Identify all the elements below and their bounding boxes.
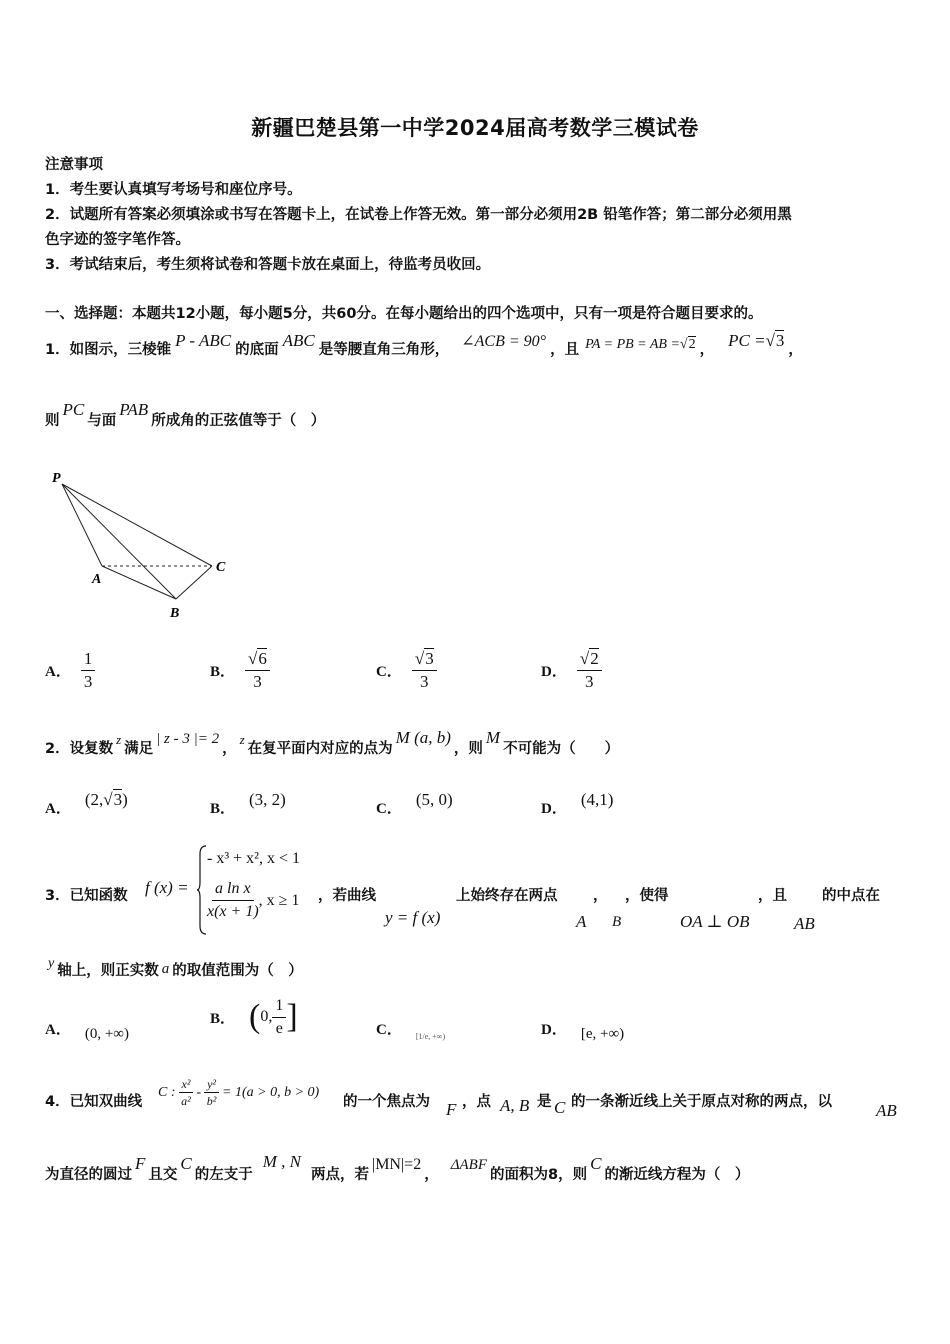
frac-den: 3 xyxy=(83,672,93,691)
q1-text: 与面 xyxy=(87,413,117,429)
frac-den: 3 xyxy=(253,672,262,691)
q2-option-b[interactable] xyxy=(210,790,286,818)
frac-num: 1 xyxy=(81,648,96,671)
q1-option-a[interactable] xyxy=(45,648,95,693)
q4-math: M , N xyxy=(262,1152,301,1171)
notes-item: 2．试题所有答案必须填涂或书写在答题卡上，在试卷上作答无效。第一部分必须用2B 铅笔作答；第二部分必须用黑 xyxy=(45,207,792,223)
pyramid-figure xyxy=(40,462,240,622)
frac-den: e xyxy=(275,1019,283,1037)
q4-math: C xyxy=(180,1154,192,1173)
q4-text: 是 xyxy=(537,1094,552,1110)
notes-item: 色字迹的签字笔作答。 xyxy=(45,232,190,248)
edge-bc xyxy=(176,566,212,599)
q1-text: 是等腰直角三角形， xyxy=(318,342,450,358)
q4-text: ，点 xyxy=(462,1094,491,1110)
q4-math: C xyxy=(590,1154,602,1173)
option-value: (4,1) xyxy=(580,790,614,809)
q4-math: ΔABF xyxy=(450,1157,487,1173)
q4-text: 的一个焦点为 xyxy=(343,1094,430,1110)
q4-text: 的面积为8，则 xyxy=(490,1167,588,1183)
q3-text: 的中点在 xyxy=(822,888,880,904)
q4-text: 两点，若 xyxy=(310,1167,369,1183)
option-value: 3 xyxy=(113,790,123,809)
section-header: 一、选择题：本题共12小题，每小题5分，共60分。在每小题给出的四个选项中，只有一项是符合题目要求的。 xyxy=(45,306,763,322)
q4-math: C xyxy=(554,1098,566,1117)
option-value: ) xyxy=(122,790,128,809)
option-value: (2, xyxy=(84,790,104,809)
q4-text: 的左支于 xyxy=(194,1167,253,1183)
q3-text: ，且 xyxy=(758,888,787,904)
edge-ab xyxy=(102,566,176,599)
option-label: D． xyxy=(541,1022,567,1038)
option-label: B． xyxy=(210,1010,236,1027)
q1-line1: 1．如图示，三棱锥 P - ABC 的底面 ABC 是等腰直角三角形， ∠ACB = 90° ，且 PA = PB = AB = √2 ， PC = √3 ， xyxy=(45,331,803,358)
option-value: [1/e, +∞) xyxy=(415,1032,446,1041)
q2-math: z xyxy=(239,732,245,747)
q3-text: ，使得 xyxy=(625,888,669,904)
q1-math: ∠ACB = 90° xyxy=(461,333,547,350)
option-label: C． xyxy=(376,801,402,817)
q1-option-c[interactable]: C． $\frac{√3}{3}$ xyxy=(376,648,437,693)
q1-option-b[interactable]: B． $\frac{√6}{3}$ xyxy=(210,648,270,693)
edge-pc xyxy=(62,484,212,566)
q1-option-d[interactable]: D． $\frac{√2}{3}$ xyxy=(541,648,602,693)
q3-option-a[interactable] xyxy=(45,1018,129,1043)
option-label: D． xyxy=(541,801,567,817)
notes-heading: 注意事项 xyxy=(45,157,103,173)
q4-math: A, B xyxy=(500,1096,530,1115)
label-a: A xyxy=(92,572,102,587)
option-label: D． xyxy=(541,664,567,680)
frac-den: 3 xyxy=(585,672,594,691)
option-value: (5, 0) xyxy=(415,790,453,809)
q3-option-b[interactable]: B． ( 0, $\frac{1}{e}$ ] xyxy=(210,992,298,1042)
frac-num: 1 xyxy=(272,995,286,1018)
q4-math: F xyxy=(446,1100,457,1119)
q3-math: B xyxy=(612,914,622,930)
q1-text: 所成角的正弦值等于（ ） xyxy=(151,413,326,429)
option-value: (0, +∞) xyxy=(84,1026,129,1042)
q3-text: 上始终存在两点 xyxy=(456,888,558,904)
frac-num: 6 xyxy=(258,649,267,668)
q3-text: 3．已知函数 xyxy=(45,888,128,904)
q2-line xyxy=(45,728,619,758)
option-label: B． xyxy=(210,801,236,817)
frac-num: a ln x xyxy=(212,878,254,901)
q2-text: ，则 xyxy=(453,741,483,757)
option-label: A． xyxy=(45,1022,71,1038)
frac-den: x(x + 1) xyxy=(207,903,259,920)
q2-math: M (a, b) xyxy=(395,728,451,747)
q4-text: 的渐近线方程为（ ） xyxy=(604,1167,750,1183)
q1-math: 3 xyxy=(775,331,785,350)
q4-text: 4．已知双曲线 xyxy=(45,1094,143,1110)
q1-math: PC xyxy=(62,400,85,419)
q3-math: AB xyxy=(794,914,815,933)
q1-text: 的底面 xyxy=(235,342,279,358)
option-label: C． xyxy=(376,1022,402,1038)
q4-text: 的一条渐近线上关于原点对称的两点，以 xyxy=(571,1094,832,1110)
q2-text: ， xyxy=(222,741,237,757)
label-p: P xyxy=(52,471,61,486)
q2-option-c[interactable] xyxy=(376,790,453,818)
q4-math: AB xyxy=(876,1101,897,1120)
q1-line2 xyxy=(45,400,325,430)
q3-line2 xyxy=(45,956,303,980)
q3-case1: - x³ + x², x < 1 xyxy=(207,850,300,867)
q2-text: 满足 xyxy=(124,741,154,757)
q3-text: 的取值范围为（ ） xyxy=(172,963,303,979)
q2-text: 不可能为（ ） xyxy=(503,741,620,757)
q2-option-d[interactable] xyxy=(541,790,613,818)
q3-option-c[interactable] xyxy=(376,1018,445,1043)
q1-text: 则 xyxy=(45,413,60,429)
q4-math: F xyxy=(135,1154,146,1173)
notes-item: 1．考生要认真填写考场号和座位序号。 xyxy=(45,182,302,198)
q3-case2 xyxy=(207,878,299,923)
frac-den: 3 xyxy=(420,672,429,691)
q3-option-d[interactable] xyxy=(541,1018,624,1043)
q4-text: ， xyxy=(424,1167,439,1183)
option-value: (3, 2) xyxy=(249,790,286,809)
q3-case2-tail: , x ≥ 1 xyxy=(258,891,300,909)
option-label: A． xyxy=(45,664,71,680)
q2-text: 2．设复数 xyxy=(45,741,114,757)
q1-math: 2 xyxy=(688,337,696,352)
option-label: B． xyxy=(210,664,236,680)
q4-text: 且交 xyxy=(148,1167,178,1183)
edge-pb xyxy=(62,484,176,599)
q2-math: M xyxy=(485,728,501,747)
q4-math: |MN|=2 xyxy=(371,1156,422,1173)
q3-math: a xyxy=(161,961,170,977)
q4-text: 为直径的圆过 xyxy=(45,1167,132,1183)
q3-math: y xyxy=(48,956,55,971)
page-title: 新疆巴楚县第一中学2024届高考数学三模试卷 xyxy=(251,116,699,140)
q2-option-a[interactable]: A． (2, √3 ) xyxy=(45,790,128,817)
label-c: C xyxy=(216,560,226,575)
q1-text: 1．如图示，三棱锥 xyxy=(45,342,172,358)
edge-pa xyxy=(62,484,102,566)
q1-text: ， xyxy=(788,342,803,358)
q1-math: PAB xyxy=(119,400,149,419)
frac-num: 2 xyxy=(590,649,599,668)
option-value: [e, +∞) xyxy=(580,1026,625,1042)
notes-item: 3．考试结束后，考生须将试卷和答题卡放在桌面上，待监考员收回。 xyxy=(45,257,491,273)
q3-math: y = f (x) xyxy=(385,908,441,927)
frac-num: 3 xyxy=(425,649,434,668)
label-b: B xyxy=(170,606,180,621)
q1-math: ABC xyxy=(282,331,315,350)
q2-math: | z - 3 |= 2 xyxy=(156,731,220,747)
q1-math: PC = xyxy=(728,331,766,350)
q1-text: ， xyxy=(699,342,715,358)
q1-text: ，且 xyxy=(550,342,580,358)
option-label: A． xyxy=(45,801,71,817)
option-value: 0, xyxy=(260,1008,273,1025)
q2-text: 在复平面内对应的点为 xyxy=(247,741,393,757)
option-label: C． xyxy=(376,664,402,680)
q1-math: P - ABC xyxy=(175,331,232,350)
q3-text: ，若曲线 xyxy=(318,888,376,904)
q3-text: ， xyxy=(593,888,608,904)
q3-text: 轴上，则正实数 xyxy=(57,963,159,979)
q2-math: z xyxy=(116,732,122,747)
q4-line2 xyxy=(45,1152,749,1184)
q3-math: OA ⊥ OB xyxy=(680,912,750,931)
q3-math: f (x) = xyxy=(145,878,189,897)
q4-hyperbola-equation: C : $\frac{\text{x²}}{\text{a²}}$ - $\frac{\text{y²}}{\text{b²}}$ = 1(a > 0, b > 0) xyxy=(158,1077,320,1108)
q1-math: PA = PB = AB = xyxy=(585,337,680,352)
q3-math: A xyxy=(576,912,587,931)
